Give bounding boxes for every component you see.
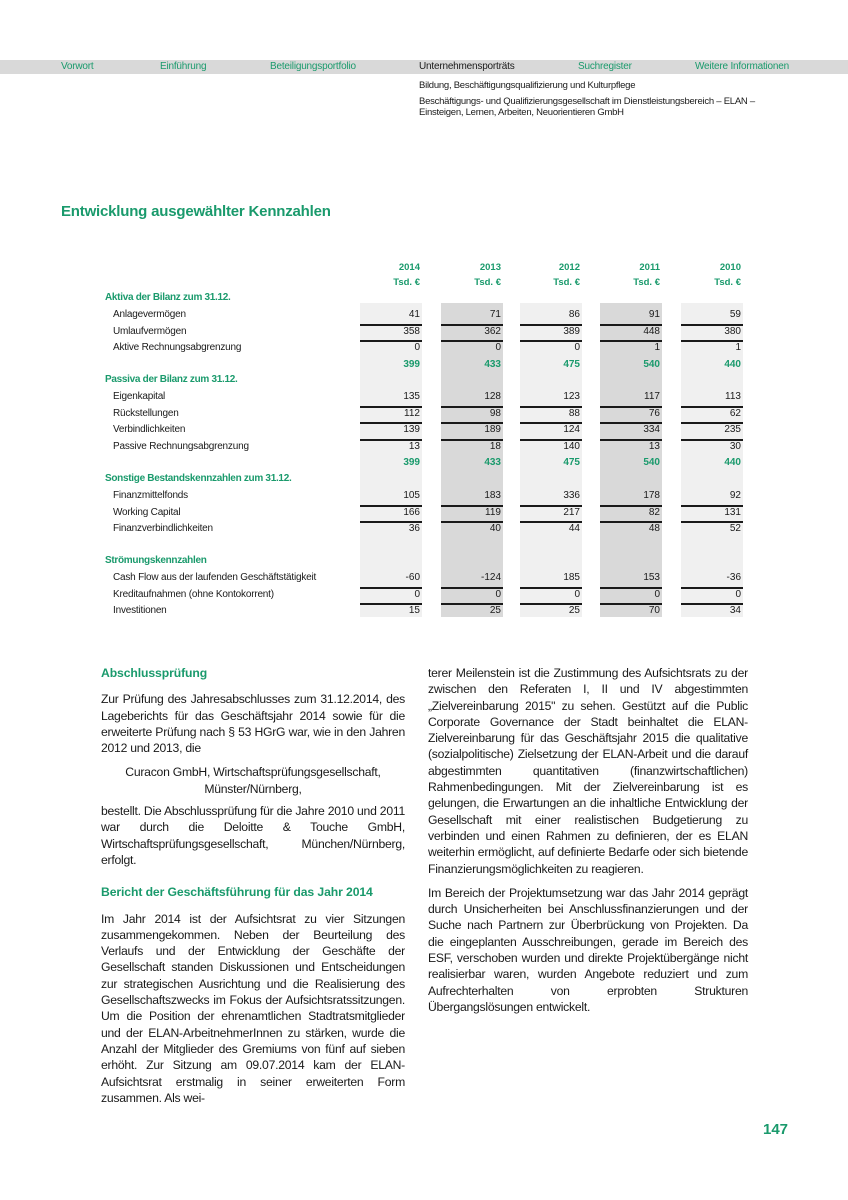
table-cell: 18: [489, 440, 501, 452]
table-cell: 153: [643, 572, 660, 584]
row-label: Verbindlichkeiten: [113, 424, 186, 436]
nav-item-unternehmensportraets[interactable]: Unternehmensporträts: [419, 61, 515, 72]
group-label: Passiva der Bilanz zum 31.12.: [105, 374, 238, 385]
table-cell: 189: [484, 424, 501, 436]
table-cell: 380: [724, 325, 741, 337]
total-cell: 540: [643, 358, 660, 370]
table-cell: 1: [735, 342, 741, 354]
table-cell: 105: [403, 490, 420, 502]
table-cell: 62: [729, 407, 741, 419]
nav-item-suchregister[interactable]: Suchregister: [578, 61, 632, 72]
table-cell: -60: [405, 572, 420, 584]
column-header-2010: [679, 260, 741, 290]
table-cell: 0: [574, 588, 580, 600]
company-name-line1: Beschäftigungs- und Qualifizierungsgesellschaft im Dienstleistungsbereich – ELAN –: [419, 96, 755, 107]
unit-label: Tsd. €: [393, 277, 420, 288]
table-cell: 13: [408, 440, 420, 452]
company-name-line2: Einsteigen, Lernen, Arbeiten, Neuorientieren GmbH: [419, 107, 624, 118]
paragraph-milestone: terer Meilenstein ist die Zustimmung des Aufsichtsrats zu der zwischen den Referaten I, II und IV abgestimmten „Zielvereinbarung 2015" zu sehen. Gestützt auf die Public Corporate Governance der Stadt beinhaltet die ELAN-Zielvereinbarung für das Geschäftsjahr 2015 die qualitative (sozialpolitische) Zielsetzung der ELAN-Arbeit und die darauf abgestimmten quantitativen (finanzwirtschaftlichen) Rahmenbedingungen. Mit der Zielvereinbarung ist es gelungen, die Erwartungen an die inhaltliche Entwicklung der Gesellschaft mit einer realistischen Budgetierung zu verbinden und einen Rahmen zu definieren, der es ELAN weiterhin ermöglicht, auf definierte Bedarfe oder sich bietende Finanzierungsmöglichkeiten zu reagieren.: [428, 666, 748, 876]
section-title: Entwicklung ausgewählter Kennzahlen: [61, 203, 331, 220]
table-cell: -36: [726, 572, 741, 584]
table-cell: 70: [648, 605, 660, 617]
category-subheader: Bildung, Beschäftigungsqualifizierung und Kulturpflege: [419, 80, 636, 91]
year-label: 2010: [719, 262, 741, 273]
row-label: Aktive Rechnungsabgrenzung: [113, 342, 242, 354]
table-cell: 113: [725, 391, 741, 403]
table-cell: 112: [404, 407, 420, 419]
table-cell: 88: [568, 407, 580, 419]
heading-bericht-geschaeftsfuehrung: Bericht der Geschäftsführung für das Jahr 2014: [101, 885, 373, 900]
row-label: Investitionen: [113, 605, 167, 617]
total-cell: 540: [643, 457, 660, 468]
row-label: Eigenkapital: [113, 391, 166, 403]
row-label: Umlaufvermögen: [113, 325, 187, 337]
table-cell: 140: [563, 440, 580, 452]
row-label: Cash Flow aus der laufenden Geschäftstätigkeit: [113, 572, 317, 584]
table-cell: 389: [563, 325, 580, 337]
table-cell: -124: [480, 572, 501, 584]
table-cell: 15: [408, 605, 420, 617]
total-cell: 433: [484, 358, 501, 370]
table-cell: 0: [574, 342, 580, 354]
table-cell: 91: [648, 309, 660, 321]
group-label: Aktiva der Bilanz zum 31.12.: [105, 292, 231, 303]
table-cell: 0: [495, 342, 501, 354]
table-cell: 183: [484, 490, 501, 502]
table-cell: 59: [729, 309, 741, 321]
group-label: Sonstige Bestandskennzahlen zum 31.12.: [105, 473, 292, 484]
table-cell: 178: [643, 490, 660, 502]
row-label: Passive Rechnungsabgrenzung: [113, 440, 249, 452]
total-cell: 440: [724, 457, 741, 468]
year-label: 2011: [639, 262, 660, 273]
row-label: Rückstellungen: [113, 407, 179, 419]
table-cell: 41: [408, 309, 420, 321]
total-cell: 433: [484, 457, 501, 468]
column-header-2012: [518, 260, 580, 290]
table-cell: 123: [563, 391, 580, 403]
paragraph-audit-intro: Zur Prüfung des Jahresabschlusses zum 31.12.2014, des Lageberichts für das Geschäftsjahr 2014 sowie für die erweiterte Prüfung nach § 53 HGrG war, wie in den Jahren 2012 und 2013, die: [101, 692, 405, 756]
unit-label: Tsd. €: [553, 277, 580, 288]
auditor-line2: Münster/Nürnberg,: [204, 781, 302, 796]
row-label: Working Capital: [113, 506, 181, 518]
table-cell: 131: [724, 506, 741, 518]
year-label: 2013: [479, 262, 501, 273]
total-cell: 440: [724, 358, 741, 370]
auditor-name: [101, 764, 405, 797]
nav-item-weitere-informationen[interactable]: Weitere Informationen: [695, 61, 789, 72]
table-cell: 362: [484, 325, 501, 337]
paragraph-project-implementation: Im Bereich der Projektumsetzung war das Jahr 2014 geprägt durch Unsicherheiten bei Anschlussfinanzierungen und der Suche nach Partnern zur Überbrückung von Projekten. Da die eingeplanten Ausschreibungen, gerade im Bereich des ESF, verschoben wurden und direkte Projektübergänge nicht realisierbar waren, wurden Angebote reduziert und zum Aufrechterhalten von erprobten Strukturen Übergangslösungen entwickelt.: [428, 885, 748, 1014]
table-cell: 48: [648, 523, 660, 535]
table-cell: 44: [568, 523, 580, 535]
table-cell: 71: [489, 309, 501, 321]
table-cell: 119: [485, 506, 501, 518]
table-cell: 235: [724, 424, 741, 436]
group-label: Strömungskennzahlen: [105, 555, 207, 566]
nav-item-einfuehrung[interactable]: Einführung: [160, 61, 207, 72]
table-cell: 40: [489, 523, 501, 535]
table-cell: 92: [729, 490, 741, 502]
total-cell: 399: [403, 358, 420, 370]
table-cell: 336: [563, 490, 580, 502]
table-cell: 30: [729, 440, 741, 452]
table-cell: 25: [489, 605, 501, 617]
table-cell: 34: [729, 605, 741, 617]
table-cell: 166: [403, 506, 420, 518]
year-label: 2014: [398, 262, 420, 273]
row-label: Finanzmittelfonds: [113, 490, 188, 502]
table-cell: 0: [414, 588, 420, 600]
total-cell: 399: [403, 457, 420, 468]
nav-item-beteiligungsportfolio[interactable]: Beteiligungsportfolio: [270, 61, 356, 72]
left-text-column: [101, 665, 405, 1114]
table-cell: 86: [568, 309, 580, 321]
nav-item-vorwort[interactable]: Vorwort: [61, 61, 94, 72]
row-label: Kreditaufnahmen (ohne Kontokorrent): [113, 588, 274, 600]
total-cell: 475: [563, 358, 580, 370]
table-cell: 334: [643, 424, 660, 436]
right-text-column: [428, 665, 748, 1023]
table-cell: 117: [644, 391, 660, 403]
table-cell: 1: [654, 342, 660, 354]
table-cell: 76: [648, 407, 660, 419]
page-number: 147: [763, 1121, 789, 1138]
table-cell: 36: [408, 523, 420, 535]
table-cell: 135: [403, 391, 420, 403]
table-cell: 13: [648, 440, 660, 452]
row-label: Finanzverbindlichkeiten: [113, 523, 213, 535]
total-cell: 475: [563, 457, 580, 468]
heading-abschlusspruefung: Abschlussprüfung: [101, 666, 208, 680]
table-cell: 139: [403, 424, 420, 436]
paragraph-audit-previous: bestellt. Die Abschlussprüfung für die Jahre 2010 und 2011 war durch die Deloitte & Touche GmbH, Wirtschaftsprüfungsgesellschaft, München/Nürnberg, erfolgt.: [101, 804, 405, 867]
table-cell: 185: [563, 572, 580, 584]
auditor-line1: Curacon GmbH, Wirtschaftsprüfungsgesellschaft,: [125, 765, 381, 780]
table-cell: 217: [563, 506, 580, 518]
row-label: Anlagevermögen: [113, 309, 186, 321]
unit-label: Tsd. €: [714, 277, 741, 288]
table-cell: 128: [484, 391, 501, 403]
table-cell: 0: [735, 588, 741, 600]
table-cell: 124: [563, 424, 580, 436]
year-label: 2012: [558, 262, 580, 273]
table-cell: 25: [568, 605, 580, 617]
table-cell: 358: [403, 325, 420, 337]
table-cell: 52: [729, 523, 741, 535]
table-cell: 0: [414, 342, 420, 354]
column-header-2013: [439, 260, 501, 290]
table-cell: 448: [643, 325, 660, 337]
table-cell: 98: [489, 407, 501, 419]
table-cell: 82: [648, 506, 660, 518]
column-header-2014: [358, 260, 420, 290]
unit-label: Tsd. €: [474, 277, 501, 288]
table-cell: 0: [495, 588, 501, 600]
table-cell: 0: [654, 588, 660, 600]
unit-label: Tsd. €: [633, 277, 660, 288]
column-header-2011: [598, 260, 660, 290]
top-navigation-bar: [0, 60, 848, 74]
paragraph-report: Im Jahr 2014 ist der Aufsichtsrat zu vier Sitzungen zusammengekommen. Neben der Beurteilung des Verlaufs und der Entwicklung der Geschäfte der Gesellschaft standen Diskussionen und Entscheidungen zur strategischen Ausrichtung und die Realisierung des Gesellschaftszwecks im Fokus der Aufsichtsratssitzungen. Um die Position der ehrenamtlichen Stadtratsmitglieder und der ELAN-ArbeitnehmerInnen zu stärken, wurde die Anzahl der Mitglieder des Gremiums von fünf auf sieben erhöht. Zur Sitzung am 09.07.2014 kam der ELAN-Aufsichtsrat erstmalig in seiner erweiterten Form zusammen. Als wei-: [101, 911, 405, 1105]
